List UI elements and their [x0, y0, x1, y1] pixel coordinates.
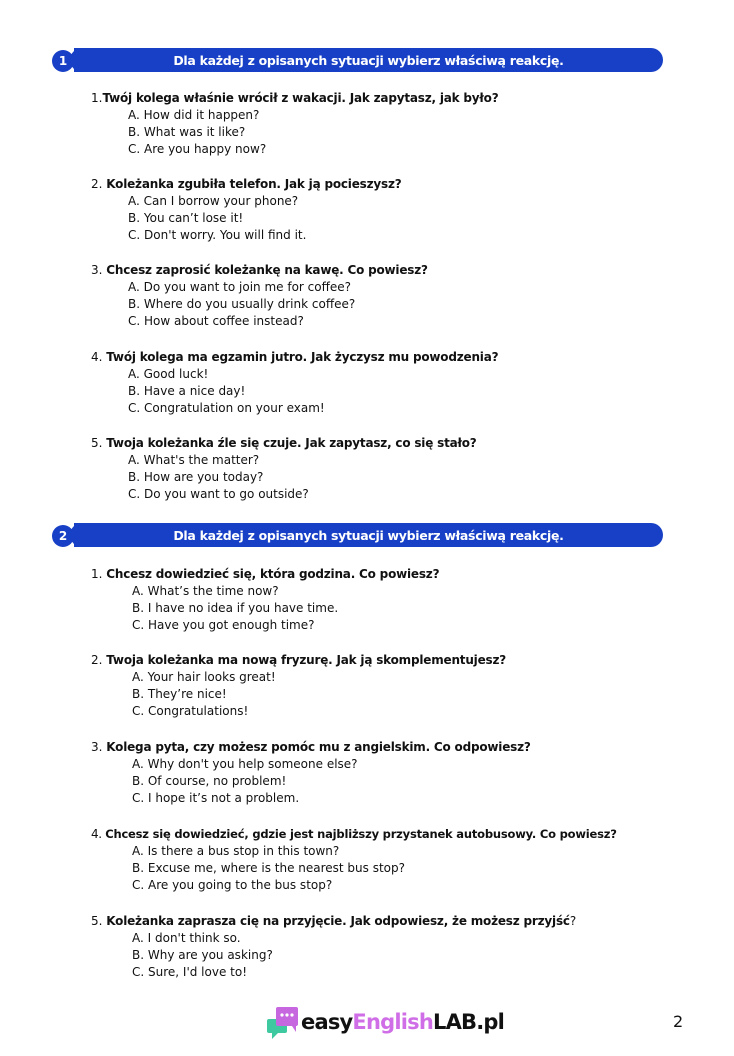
option-a[interactable]: A. Good luck! — [128, 367, 209, 381]
question-suffix: ? — [569, 914, 577, 928]
question-text: Twój kolega właśnie wrócił z wakacji. Jak zapytasz, jak było? — [102, 91, 499, 105]
section-1-banner — [52, 48, 663, 72]
option-b[interactable]: B. Where do you usually drink coffee? — [128, 297, 356, 311]
option-a[interactable]: A. Can I borrow your phone? — [128, 194, 299, 208]
option-b[interactable]: B. Why are you asking? — [132, 948, 273, 962]
question-stem — [91, 349, 498, 366]
option-b[interactable]: B. Excuse me, where is the nearest bus stop? — [132, 861, 406, 875]
section-number: 1 — [52, 50, 74, 72]
question-text: Kolega pyta, czy możesz pomóc mu z angielskim. Co odpowiesz? — [106, 740, 531, 754]
question-text: Twój kolega ma egzamin jutro. Jak życzysz mu powodzenia? — [106, 350, 499, 364]
section-title-bar — [74, 48, 663, 72]
page-number: 2 — [673, 1012, 684, 1031]
question-number: 2. — [91, 177, 107, 191]
question-number: 2. — [91, 653, 107, 667]
option-c[interactable]: C. Sure, I'd love to! — [132, 965, 248, 979]
question — [91, 262, 428, 330]
question-number: 4. — [91, 827, 106, 841]
option-a[interactable]: A. Is there a bus stop in this town? — [132, 844, 340, 858]
question-stem — [91, 90, 498, 107]
question-text: Koleżanka zaprasza cię na przyjęcie. Jak odpowiesz, że możesz przyjść — [106, 914, 570, 928]
question-number: 3. — [91, 740, 107, 754]
brand-wordmark — [301, 1010, 504, 1034]
option-a[interactable]: A. How did it happen? — [128, 108, 260, 122]
option-a[interactable]: A. Why don't you help someone else? — [132, 757, 358, 771]
question-text: Twoja koleżanka źle się czuje. Jak zapytasz, co się stało? — [106, 436, 477, 450]
question-stem — [91, 176, 402, 193]
section-title: Dla każdej z opisanych sytuacji wybierz właściwą reakcję. — [173, 52, 564, 68]
option-c[interactable]: C. Congratulation on your exam! — [128, 401, 325, 415]
section-title: Dla każdej z opisanych sytuacji wybierz właściwą reakcję. — [173, 527, 564, 543]
option-a[interactable]: A. Do you want to join me for coffee? — [128, 280, 352, 294]
option-c[interactable]: C. Have you got enough time? — [132, 618, 315, 632]
option-b[interactable]: B. You can’t lose it! — [128, 211, 244, 225]
question-text: Chcesz zaprosić koleżankę na kawę. Co powiesz? — [106, 263, 428, 277]
option-a[interactable]: A. Your hair looks great! — [132, 670, 276, 684]
question — [91, 652, 506, 720]
option-c[interactable]: C. How about coffee instead? — [128, 314, 304, 328]
question-stem — [91, 652, 506, 669]
question-number: 1. — [91, 567, 107, 581]
question-text: Koleżanka zgubiła telefon. Jak ją pocieszysz? — [106, 177, 402, 191]
option-b[interactable]: B. I have no idea if you have time. — [132, 601, 339, 615]
question-stem — [91, 566, 439, 583]
logo-easy: easy — [301, 1010, 353, 1034]
question-stem — [91, 262, 428, 279]
section-2-banner — [52, 523, 663, 547]
question-stem — [91, 739, 531, 756]
question-number: 1. — [91, 91, 103, 105]
option-b[interactable]: B. They’re nice! — [132, 687, 227, 701]
logo-english: English — [352, 1010, 433, 1034]
question-text: Chcesz dowiedzieć się, która godzina. Co powiesz? — [106, 567, 440, 581]
section-number: 2 — [52, 525, 74, 547]
question-stem — [91, 913, 576, 930]
option-b[interactable]: B. Have a nice day! — [128, 384, 246, 398]
section-title-bar — [74, 523, 663, 547]
option-c[interactable]: C. I hope it’s not a problem. — [132, 791, 300, 805]
question-number: 5. — [91, 436, 107, 450]
option-c[interactable]: C. Are you happy now? — [128, 142, 267, 156]
option-c[interactable]: C. Don't worry. You will find it. — [128, 228, 307, 242]
question-number: 3. — [91, 263, 107, 277]
option-a[interactable]: A. What's the matter? — [128, 453, 260, 467]
logo-lab: LAB.pl — [432, 1010, 505, 1034]
option-b[interactable]: B. How are you today? — [128, 470, 264, 484]
option-b[interactable]: B. Of course, no problem! — [132, 774, 287, 788]
question — [91, 435, 477, 503]
option-c[interactable]: C. Congratulations! — [132, 704, 249, 718]
question-text: Chcesz się dowiedzieć, gdzie jest najbliższy przystanek autobusowy. Co powiesz? — [105, 827, 617, 841]
option-c[interactable]: C. Are you going to the bus stop? — [132, 878, 333, 892]
question-number: 4. — [91, 350, 107, 364]
question-text: Twoja koleżanka ma nową fryzurę. Jak ją skomplementujesz? — [106, 653, 507, 667]
question-stem — [91, 826, 617, 843]
question-stem — [91, 435, 477, 452]
option-a[interactable]: A. What’s the time now? — [132, 584, 279, 598]
question — [91, 349, 498, 417]
question-number: 5. — [91, 914, 107, 928]
question — [91, 90, 498, 158]
option-a[interactable]: A. I don't think so. — [132, 931, 241, 945]
question — [91, 826, 617, 894]
brand-logo — [266, 1006, 506, 1040]
option-c[interactable]: C. Do you want to go outside? — [128, 487, 309, 501]
option-b[interactable]: B. What was it like? — [128, 125, 246, 139]
question — [91, 913, 576, 981]
question — [91, 176, 402, 244]
question — [91, 739, 531, 807]
question — [91, 566, 439, 634]
